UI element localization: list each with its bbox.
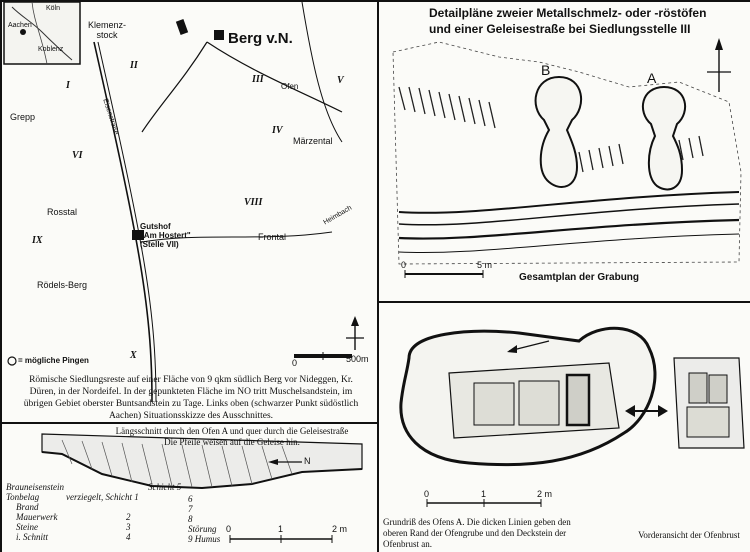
detail-title-line-2: und einer Geleisestraße bei Siedlungsstelle III [429,22,691,36]
legend-brauneisenstein: Brauneisenstein [6,482,64,492]
legend-schicht-5: Schicht 5 [148,482,182,492]
detail-title-line-1: Detailpläne zweier Metallschmelz- oder -röstöfen [429,6,707,20]
site-numeral-v: V [337,75,344,86]
site-numeral-ix: IX [32,235,43,246]
pingen-legend: = mögliche Pingen [18,356,89,365]
front-view-caption: Vorderansicht der Ofenbrust [638,530,740,540]
site-numeral-x: X [130,350,137,361]
place-eisenstrasse: Eisenstraße [101,98,120,136]
site-numeral-iii: III [252,74,264,85]
legend-schicht-4: 4 [126,532,131,542]
detail-panel [379,2,750,301]
place-ofen: Ofen [281,82,299,91]
place-berg: Berg v.N. [228,30,293,47]
legend-humus: 9 Humus [188,534,221,544]
legend-i-schnitt: i. Schnitt [16,532,48,542]
place-gutshof: Gutshof "Am Hostert" (Stelle VII) [140,222,191,249]
legend-schicht-2: 2 [126,512,131,522]
legend-schicht-7: 7 [188,504,193,514]
place-rosstal: Rosstal [47,207,78,217]
site-numeral-iv: IV [272,125,283,136]
place-frontal: Frontal [258,232,287,242]
site-numeral-i: I [66,80,70,91]
section-north-label: N [304,456,311,466]
excavation-plan-drawing [379,2,750,301]
legend-tonbelag: Tonbelag [6,492,40,502]
legend-brand: Brand [16,502,39,512]
section-panel [2,424,377,552]
place-heimbach: Heimbach [322,204,354,227]
inset-city-koblenz: Koblenz [38,46,64,53]
site-numeral-ii: II [130,60,138,71]
place-klemenz-stock: Klemenz- stock [88,20,127,40]
map-scale-start: 0 [292,358,298,368]
legend-stoerung: Störung [188,524,217,534]
oven-a-label: A [647,70,657,86]
legend-schicht-6: 6 [188,494,193,504]
ground-scale-1: 1 [481,489,487,499]
ground-plan-panel [379,303,750,552]
map-panel [2,2,377,422]
detail-scale-start: 0 [401,260,407,270]
ground-plan-caption: Grundriß des Ofens A. Die dicken Linien geben den oberen Rand der Ofengrube und den Deckstein der Ofenbrust an. [383,517,571,549]
ground-plan-drawing [379,303,750,552]
detail-scale-end: 5 m [477,260,493,270]
section-scale-0: 0 [226,524,232,534]
detail-caption: Gesamtplan der Grabung [519,272,640,283]
legend-steine: Steine [16,522,38,532]
ground-scale-0: 0 [424,489,430,499]
ground-scale-2: 2 m [537,489,553,499]
section-caption: Längsschnitt durch den Ofen A und quer durch die Geleisestraße Die Pfeile weisen auf die Geleise hin. [115,426,349,447]
place-grepp: Grepp [10,112,36,122]
vertical-divider [377,2,379,552]
legend-schicht-3: 3 [126,522,131,532]
map-caption: Römische Siedlungsreste auf einer Fläche von 9 qkm südlich Berg vor Nideggen, Kr. Düren, in der Nordeifel. In der gepunkteten Fläche im NO tritt Muschelsandstein, im übrigen Gebiet oberster Buntsandstein zu Tage. Links oben (schwarzer Punkt südöstlich Aachen) Situationsskizze des Ausschnittes. [23,375,359,421]
section-scale-2: 2 m [332,524,348,534]
oven-b-label: B [541,62,551,78]
inset-city-koeln: Köln [46,5,61,12]
legend-schicht-8: 8 [188,514,193,524]
legend-mauerwerk: Mauerwerk [16,512,58,522]
section-scale-1: 1 [278,524,284,534]
map-scale-end: 500m [346,354,369,364]
right-horizontal-divider [379,301,750,303]
left-horizontal-divider [2,422,377,424]
legend-schicht-1: verziegelt, Schicht 1 [66,492,139,502]
place-maerzental: Märzental [293,136,333,146]
site-numeral-viii: VIII [244,197,263,208]
place-roedels-berg: Rödels-Berg [37,280,88,290]
site-numeral-vi: VI [72,150,83,161]
inset-city-aachen: Aachen [8,22,32,29]
